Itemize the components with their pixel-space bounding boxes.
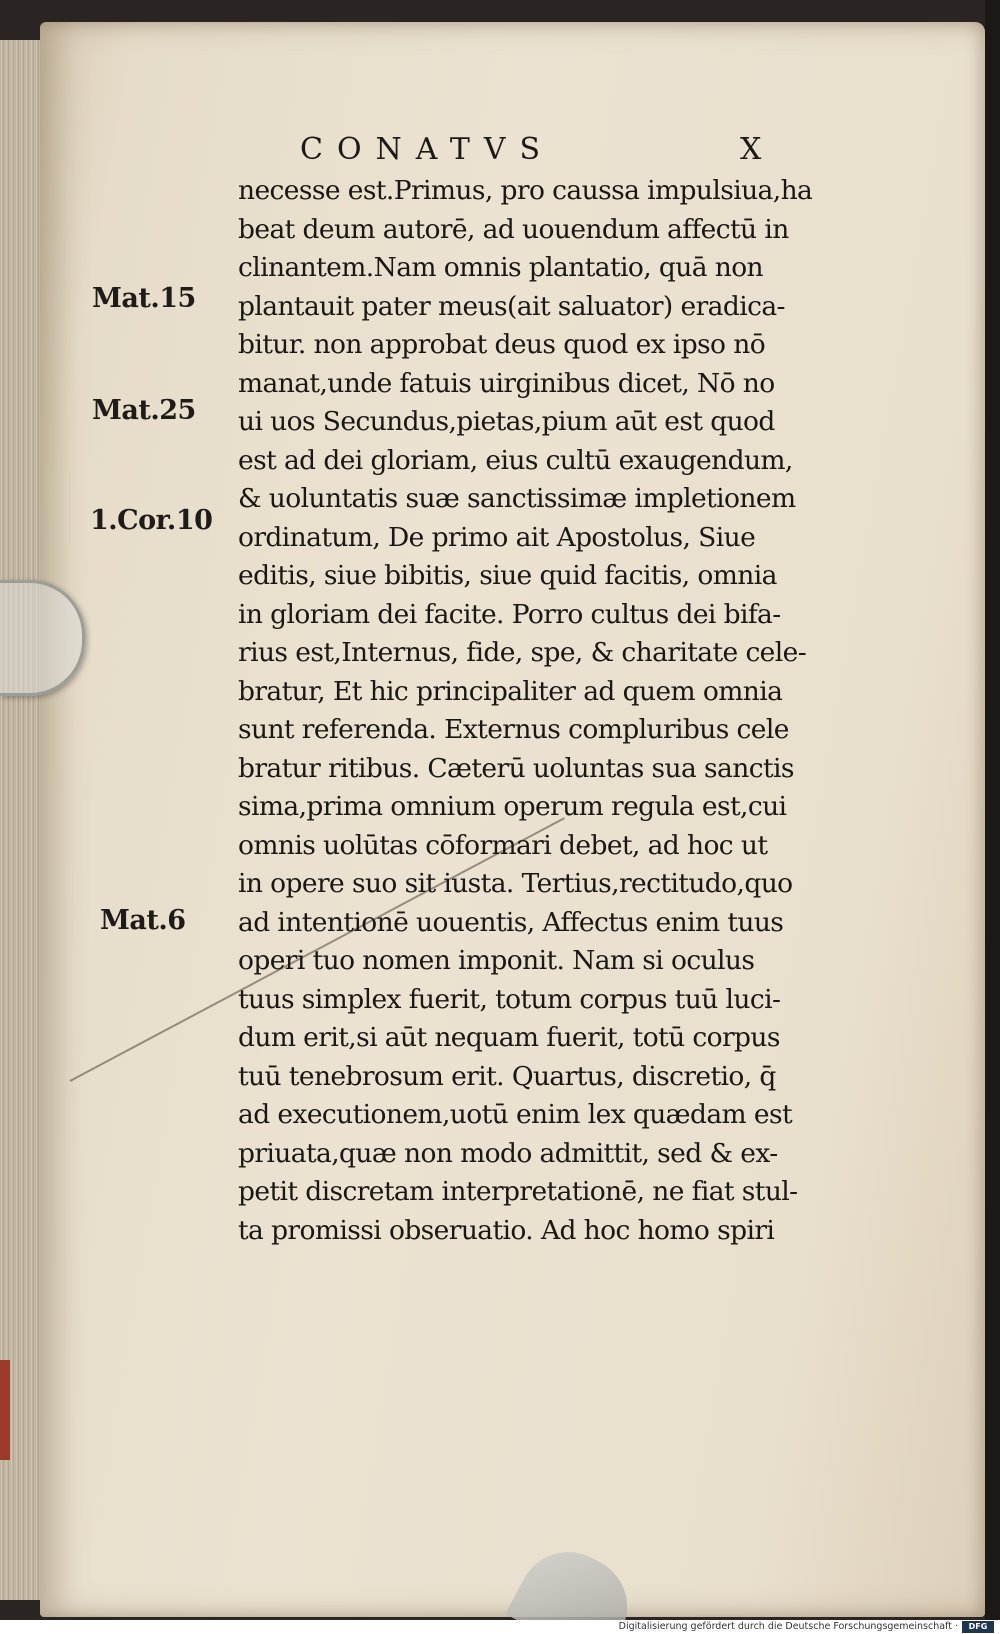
- text-line: est ad dei gloriam, eius cultū exaugendum,: [238, 444, 793, 476]
- text-line: operi tuo nomen imponit. Nam si oculus: [238, 945, 755, 976]
- text-line: bratur ritibus. Cæterū uoluntas sua sanctis: [238, 752, 794, 784]
- text-line: manat,unde fatuis uirginibus dicet, Nō no: [238, 367, 775, 399]
- margin-note: 1.Cor.10: [90, 505, 213, 536]
- text-line: priuata,quæ non modo admittit, sed & ex-: [238, 1137, 778, 1169]
- text-line: & uoluntatis suæ sanctissimæ impletionem: [238, 483, 796, 514]
- text-line: clinantem.Nam omnis plantatio, quā non: [238, 252, 764, 283]
- text-line: necesse est.Primus, pro caussa impulsiua,ha: [238, 175, 813, 206]
- text-line: ad executionem,uotū enim lex quædam est: [238, 1099, 793, 1130]
- text-line: rius est,Internus, fide, spe, & charitate cele-: [238, 637, 807, 668]
- text-line: ad intentionē uouentis, Affectus enim tuus: [238, 906, 784, 938]
- header-page-number: X: [740, 132, 762, 167]
- text-line: petit discretam interpretationē, ne fiat stul-: [238, 1176, 798, 1207]
- text-line: tuū tenebrosum erit. Quartus, discretio, q̄: [238, 1060, 776, 1092]
- text-line: ui uos Secundus,pietas,pium aūt est quod: [238, 406, 775, 437]
- dfg-logo: DFG: [962, 1621, 994, 1633]
- margin-note: Mat.6: [100, 905, 186, 936]
- red-edge-marker: [0, 1360, 10, 1460]
- margin-note: Mat.25: [92, 395, 196, 426]
- text-line: bitur. non approbat deus quod ex ipso nō: [238, 329, 766, 360]
- footer-bar: [0, 1620, 1000, 1634]
- text-line: editis, siue bibitis, siue quid facitis, omnia: [238, 560, 777, 591]
- text-line: sunt referenda. Externus compluribus cele: [238, 714, 789, 745]
- margin-note: Mat.15: [92, 283, 196, 314]
- text-line: bratur, Et hic principaliter ad quem omnia: [238, 675, 783, 707]
- text-line: omnis uolūtas cōformari debet, ad hoc ut: [238, 829, 768, 861]
- body-text: [238, 172, 878, 1250]
- text-line: tuus simplex fuerit, totum corpus tuū luci-: [238, 983, 781, 1015]
- right-shadow: [985, 0, 1000, 1620]
- text-line: in opere suo sit iusta. Tertius,rectitudo,quo: [238, 868, 793, 899]
- footer-credit: Digitalisierung gefördert durch die Deutsche Forschungsgemeinschaft ·: [618, 1621, 958, 1632]
- text-line: beat deum autorē, ad uouendum affectū in: [238, 213, 789, 245]
- text-line: plantauit pater meus(ait saluator) eradica-: [238, 290, 785, 322]
- text-line: in gloriam dei facite. Porro cultus dei bifa-: [238, 598, 781, 630]
- text-line: sima,prima omnium operum regula est,cui: [238, 791, 787, 822]
- header-title: CONATVS: [300, 132, 555, 167]
- text-line: ta promissi obseruatio. Ad hoc homo spiri: [238, 1214, 775, 1246]
- text-line: dum erit,si aūt nequam fuerit, totū corpus: [238, 1022, 780, 1053]
- text-line: ordinatum, De primo ait Apostolus, Siue: [238, 521, 756, 553]
- running-header: [300, 132, 800, 167]
